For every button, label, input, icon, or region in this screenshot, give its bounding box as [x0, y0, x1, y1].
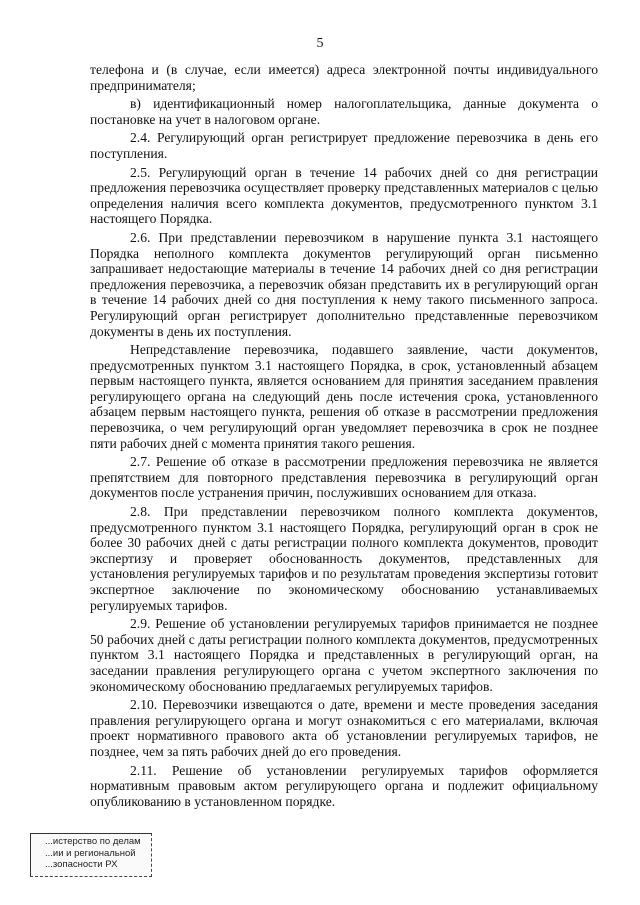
- paragraph-2-9: 2.9. Решение об установлении регулируемых тарифов принимается не позднее 50 рабочих дней с даты регистрации полного комплекта документов, предусмотренных пунктом 3.1 настоящего Порядка и представленных в регулирующий орган, на заседании правления регулирующего органа с учетом экспертного заключения по экономическому обоснованию предлагаемых регулируемых тарифов.: [90, 616, 598, 694]
- paragraph-0: телефона и (в случае, если имеется) адреса электронной почты индивидуального предпринимателя;: [90, 62, 598, 93]
- document-body: [90, 62, 598, 812]
- paragraph-2-7: 2.7. Решение об отказе в рассмотрении предложения перевозчика не является препятствием для повторного представления перевозчика в регулирующий орган документов после устранения причин, послуживших основанием для отказа.: [90, 454, 598, 501]
- paragraph-2-4: 2.4. Регулирующий орган регистрирует предложение перевозчика в день его поступления.: [90, 130, 598, 161]
- stamp-line-2: ...ии и региональной: [45, 847, 136, 859]
- stamp-line-1: ...истерство по делам: [45, 836, 141, 847]
- stamp-line-3: ...зопасности РХ: [45, 859, 118, 870]
- paragraph-2-5: 2.5. Регулирующий орган в течение 14 рабочих дней со дня регистрации предложения перевозчика осуществляет проверку представленных материалов с целью определения наличия всего комплекта документов, предусмотренного пунктом 3.1 настоящего Порядка.: [90, 164, 598, 227]
- paragraph-2-11: 2.11. Решение об установлении регулируемых тарифов оформляется нормативным правовым актом регулирующего органа и подлежит официальному опубликованию в установленном порядке.: [90, 762, 598, 809]
- paragraph-1: в) идентификационный номер налогоплательщика, данные документа о постановке на учет в налоговом органе.: [90, 96, 598, 127]
- ministry-stamp: [30, 833, 152, 877]
- paragraph-2-6-b: Непредставление перевозчика, подавшего заявление, части документов, предусмотренных пунктом 3.1 настоящего Порядка, в срок, установленный абзацем первым настоящего пункта, является основанием для принятия заседанием правления регулирующего органа на следующий день после истечения срока, установленного абзацем первым настоящего пункта, решения об отказе в рассмотрении предложения перевозчика, о чем регулирующий орган уведомляет перевозчика в срок не позднее пяти рабочих дней с момента принятия такого решения.: [90, 342, 598, 451]
- paragraph-2-8: 2.8. При представлении перевозчиком полного комплекта документов, предусмотренного пунктом 3.1 настоящего Порядка, регулирующий орган в срок не более 30 рабочих дней с даты регистрации полного комплекта документов, проводит экспертизу и проверяет обоснованность документов, представленных для установления регулируемых тарифов и по результатам проведения экспертизы готовит экспертное заключение по экономическому обоснованию устанавливаемых регулируемых тарифов.: [90, 504, 598, 613]
- page-number: 5: [316, 36, 324, 51]
- paragraph-2-10: 2.10. Перевозчики извещаются о дате, времени и месте проведения заседания правления регулирующего органа и могут ознакомиться с его материалами, включая проект нормативного правового акта об установлении регулируемых тарифов, не позднее, чем за пять рабочих дней до его проведения.: [90, 697, 598, 759]
- paragraph-2-6: 2.6. При представлении перевозчиком в нарушение пункта 3.1 настоящего Порядка неполного комплекта документов регулирующий орган письменно запрашивает недостающие материалы в течение 14 рабочих дней со дня регистрации предложения перевозчика, а перевозчик обязан представить их в регулирующий орган в течение 14 рабочих дней со дня поступления к нему такого письменного запроса. Регулирующий орган регистрирует дополнительно представленные перевозчиком документы в день их поступления.: [90, 229, 598, 339]
